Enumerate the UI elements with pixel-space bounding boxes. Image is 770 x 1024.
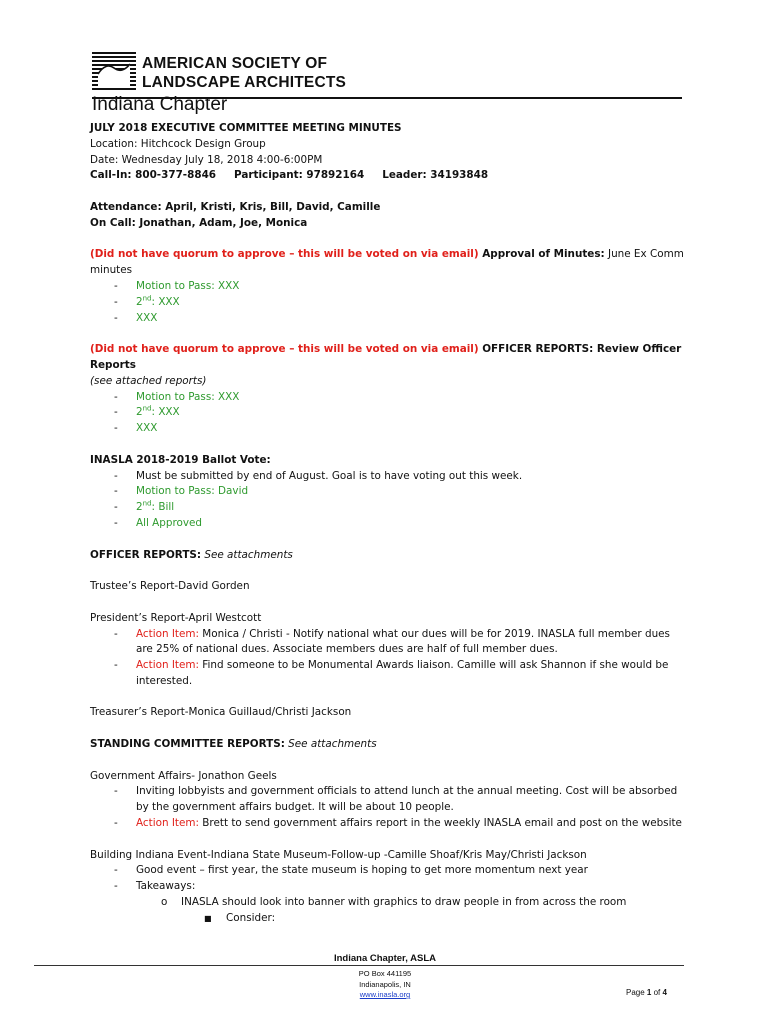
footer-title: Indiana Chapter, ASLA <box>333 953 437 964</box>
list-item: - Motion to Pass: David <box>90 484 690 500</box>
sub-sub-list-item: ■ Consider: <box>90 911 690 927</box>
quorum-note: (Did not have quorum to approve – this will be voted on via email) <box>90 343 479 356</box>
dash-marker: - <box>114 817 118 830</box>
dash-marker: - <box>114 295 118 308</box>
page-number: Page 1 of 4 <box>626 988 667 997</box>
list-item: - Must be submitted by end of August. Goal is to have voting out this week. <box>90 469 690 485</box>
meeting-title: JULY 2018 EXECUTIVE COMMITTEE MEETING MINUTES <box>90 122 402 134</box>
org-name-line2: LANDSCAPE ARCHITECTS <box>142 74 347 91</box>
building-indiana-event: Building Indiana Event-Indiana State Museum-Follow-up -Camille Shoaf/Kris May/Christi Jackson <box>90 848 587 861</box>
dash-marker: - <box>114 880 118 893</box>
list-item: - Inviting lobbyists and government officials to attend lunch at the annual meeting. Cost will be absorbed by the government affairs budget. It will be about 10 people. <box>114 785 678 814</box>
trustee-report: Trustee’s Report-David Gorden <box>90 580 250 593</box>
dash-marker: - <box>114 469 118 482</box>
action-item-label: Action Item: <box>136 627 199 640</box>
dash-marker: - <box>114 311 118 324</box>
dash-marker: - <box>114 785 118 798</box>
list-item: - 2nd: Bill <box>90 500 690 516</box>
dash-marker: - <box>114 485 118 498</box>
action-item-label: Action Item: <box>136 817 199 830</box>
chapter-name: Indiana Chapter <box>92 94 228 115</box>
sub-list-item: o INASLA should look into banner with graphics to draw people in from across the room <box>90 895 690 911</box>
list-item: - 2nd: XXX <box>90 405 690 421</box>
square-bullet-icon: ■ <box>204 913 212 923</box>
minutes-body <box>90 121 690 927</box>
meeting-location: Location: Hitchcock Design Group <box>90 137 266 150</box>
footer-po-box: PO Box 441195 <box>358 969 412 978</box>
leader-code: Leader: 34193848 <box>382 169 489 182</box>
list-item: - 2nd: XXX <box>90 295 690 311</box>
officer-reports-heading: OFFICER REPORTS: See attachments <box>90 548 293 561</box>
dash-marker: - <box>114 390 118 403</box>
officer-review-heading: OFFICER REPORTS: Review Officer Reports <box>90 343 682 371</box>
officer-review-line <box>90 342 690 374</box>
approval-text: June Ex Comm minutes <box>90 248 684 277</box>
ballot-heading: INASLA 2018-2019 Ballot Vote: <box>90 453 271 466</box>
on-call: On Call: Jonathan, Adam, Joe, Monica <box>90 216 308 229</box>
treasurer-report: Treasurer’s Report-Monica Guillaud/Christi Jackson <box>90 706 352 719</box>
list-item: - Action Item: Find someone to be Monumental Awards liaison. Camille will ask Shannon if she would be interested. <box>114 659 669 687</box>
list-item: - XXX <box>90 311 690 327</box>
call-in-number: Call-In: 800-377-8846 <box>90 169 217 182</box>
list-item: - Action Item: Monica / Christi - Notify national what our dues will be for 2019. INASLA full member dues are 25% of national dues. Associate members dues are half of full member dues. <box>114 627 670 656</box>
quorum-note: (Did not have quorum to approve – this will be voted on via email) <box>90 248 479 261</box>
dash-marker: - <box>114 627 118 640</box>
list-item: - All Approved <box>90 516 690 532</box>
meeting-date: Date: Wednesday July 18, 2018 4:00-6:00PM <box>90 153 323 166</box>
officer-review-note: (see attached reports) <box>90 374 207 387</box>
government-affairs: Government Affairs- Jonathon Geels <box>90 769 277 782</box>
attendance: Attendance: April, Kristi, Kris, Bill, David, Camille <box>90 200 381 213</box>
dash-marker: - <box>114 279 118 292</box>
organization-name <box>142 54 346 92</box>
list-item: - Motion to Pass: XXX <box>90 279 690 295</box>
dash-marker: - <box>114 864 118 877</box>
org-name-line1: AMERICAN SOCIETY OF <box>142 55 328 72</box>
action-item-label: Action Item: <box>136 659 199 672</box>
list-item: - XXX <box>90 421 690 437</box>
dash-marker: - <box>114 406 118 419</box>
list-item: - Good event – first year, the state museum is hoping to get more momentum next year <box>90 863 690 879</box>
dash-marker: - <box>114 659 118 672</box>
list-item: - Takeaways: <box>90 879 690 895</box>
dash-marker: - <box>114 422 118 435</box>
list-item: - Motion to Pass: XXX <box>90 390 690 406</box>
list-item: - Action Item: Brett to send government affairs report in the weekly INASLA email and post on the website <box>90 816 690 832</box>
call-in-line <box>90 168 690 184</box>
footer-city: Indianapolis, IN <box>359 979 411 989</box>
dash-marker: - <box>114 501 118 514</box>
approval-heading: Approval of Minutes: <box>478 248 605 261</box>
dash-marker: - <box>114 516 118 529</box>
approval-line <box>90 247 690 279</box>
president-report: President’s Report-April Westcott <box>90 611 262 624</box>
circle-marker: o <box>161 896 168 909</box>
footer-rule <box>34 965 684 966</box>
footer-website-link[interactable]: www.inasla.org <box>359 990 411 999</box>
standing-committee-heading: STANDING COMMITTEE REPORTS: See attachments <box>90 738 377 751</box>
asla-striped-logo-icon <box>92 52 136 92</box>
participant-code: Participant: 97892164 <box>234 169 365 182</box>
